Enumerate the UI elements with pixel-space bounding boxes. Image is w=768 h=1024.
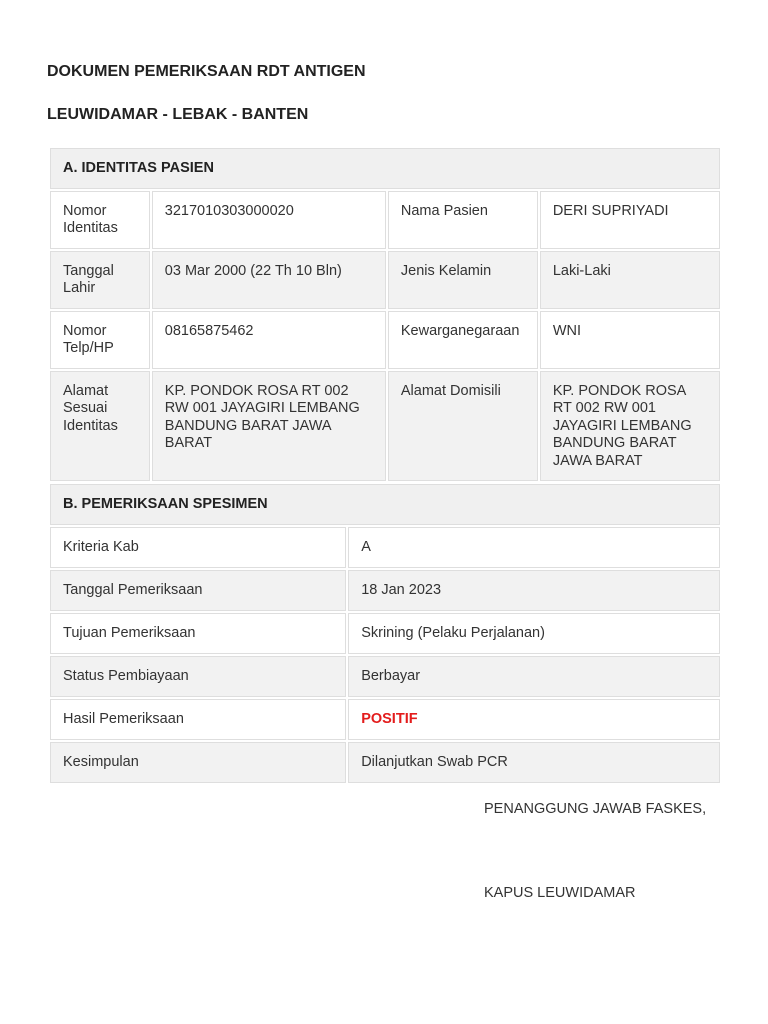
value-hasil-pemeriksaan: POSITIF xyxy=(348,699,720,740)
table-row xyxy=(50,527,720,568)
patient-identity-table xyxy=(48,146,722,483)
label-alamat-identitas: Alamat Sesuai Identitas xyxy=(50,371,150,482)
value-alamat-domisili: KP. PONDOK ROSA RT 002 RW 001 JAYAGIRI LEMBANG BANDUNG BARAT JAWA BARAT xyxy=(540,371,720,482)
table-row xyxy=(50,656,720,697)
table-row xyxy=(50,191,720,249)
value-nomor-identitas: 3217010303000020 xyxy=(152,191,386,249)
table-row xyxy=(50,251,720,309)
value-jenis-kelamin: Laki-Laki xyxy=(540,251,720,309)
label-hasil-pemeriksaan: Hasil Pemeriksaan xyxy=(50,699,346,740)
specimen-examination-table xyxy=(48,482,722,785)
value-tujuan-pemeriksaan: Skrining (Pelaku Perjalanan) xyxy=(348,613,720,654)
document-title: DOKUMEN PEMERIKSAAN RDT ANTIGEN xyxy=(47,63,366,80)
table-row xyxy=(50,371,720,482)
table-row xyxy=(50,570,720,611)
label-kewarganegaraan: Kewarganegaraan xyxy=(388,311,538,369)
value-kesimpulan: Dilanjutkan Swab PCR xyxy=(348,742,720,783)
label-nomor-identitas: Nomor Identitas xyxy=(50,191,150,249)
table-row xyxy=(50,742,720,783)
value-alamat-identitas: KP. PONDOK ROSA RT 002 RW 001 JAYAGIRI LEMBANG BANDUNG BARAT JAWA BARAT xyxy=(152,371,386,482)
value-nama-pasien: DERI SUPRIYADI xyxy=(540,191,720,249)
value-nomor-telp: 08165875462 xyxy=(152,311,386,369)
label-kesimpulan: Kesimpulan xyxy=(50,742,346,783)
label-nama-pasien: Nama Pasien xyxy=(388,191,538,249)
section-heading-identitas: A. IDENTITAS PASIEN xyxy=(50,148,720,189)
label-jenis-kelamin: Jenis Kelamin xyxy=(388,251,538,309)
signature-name: KAPUS LEUWIDAMAR xyxy=(484,885,636,901)
document-subtitle: LEUWIDAMAR - LEBAK - BANTEN xyxy=(47,106,309,123)
label-tanggal-pemeriksaan: Tanggal Pemeriksaan xyxy=(50,570,346,611)
label-alamat-domisili: Alamat Domisili xyxy=(388,371,538,482)
label-tujuan-pemeriksaan: Tujuan Pemeriksaan xyxy=(50,613,346,654)
value-kewarganegaraan: WNI xyxy=(540,311,720,369)
section-heading-spesimen: B. PEMERIKSAAN SPESIMEN xyxy=(50,484,720,525)
value-status-pembiayaan: Berbayar xyxy=(348,656,720,697)
table-row xyxy=(50,613,720,654)
value-tanggal-pemeriksaan: 18 Jan 2023 xyxy=(348,570,720,611)
label-status-pembiayaan: Status Pembiayaan xyxy=(50,656,346,697)
label-tanggal-lahir: Tanggal Lahir xyxy=(50,251,150,309)
label-nomor-telp: Nomor Telp/HP xyxy=(50,311,150,369)
value-kriteria-kab: A xyxy=(348,527,720,568)
label-kriteria-kab: Kriteria Kab xyxy=(50,527,346,568)
table-row xyxy=(50,311,720,369)
value-tanggal-lahir: 03 Mar 2000 (22 Th 10 Bln) xyxy=(152,251,386,309)
signature-label: PENANGGUNG JAWAB FASKES, xyxy=(484,801,707,817)
table-row xyxy=(50,699,720,740)
